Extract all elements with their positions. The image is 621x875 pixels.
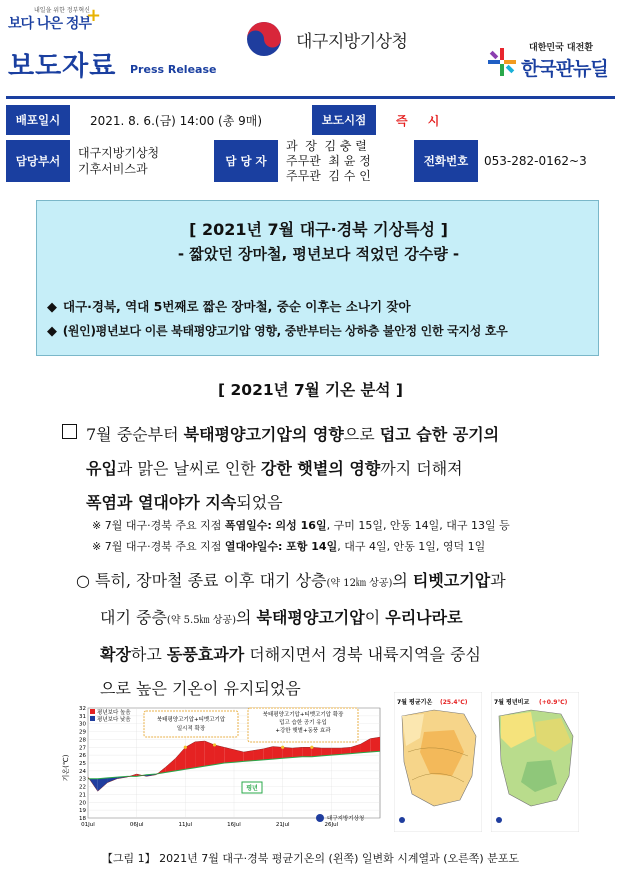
chart-y-tick-label: 22 [79,784,86,791]
paragraph-main-line-1: 7월 중순부터 북태평양고기압의 영향으로 덥고 습한 공기의 [86,425,500,444]
annotation-2-line-1: 북태평양고기압+티벳고기압 확장 [262,712,344,718]
summary-bullet-2 [47,322,507,339]
annotation-1-line-1: 북태평양고기압+티벳고기압 [156,717,226,723]
chart-y-tick-label: 26 [79,753,86,760]
phone-label: 전화번호 [414,140,478,182]
chart-area-segment [224,747,234,763]
chart-y-tick-label: 19 [79,808,86,815]
summary-bullet-1 [47,297,411,315]
staff-label: 담 당 자 [214,140,278,182]
chart-y-tick-label: 20 [79,800,86,807]
department-line-2: 기후서비스과 [78,162,148,176]
info-row-contact [6,140,615,182]
chart-marker [310,746,313,749]
section-heading: [ 2021년 7월 기온 분석 ] [218,381,403,399]
chart-y-tick-label: 24 [79,768,86,775]
chart-x-ticks [81,822,338,828]
new-deal-logo-icon [486,46,518,78]
chart-area-segment [215,745,225,765]
embargo-value: 즉 시 [396,113,448,128]
chart-y-ticks [79,706,86,822]
chart-agency-mark: 대구지방기상청 [327,816,365,822]
summary-title: [ 2021년 7월 대구·경북 기상특성 ] [189,220,448,239]
brand-small-text: 내일을 위한 정부혁신 [34,7,90,14]
diamond-icon: ◆ [47,324,57,339]
legend-below-label: 평년보다 낮음 [97,717,131,723]
paragraph-detail-line-2: 대기 중층(약 5.5㎞ 상공)의 북태평양고기압이 우리나라로 [100,608,463,627]
chart-y-tick-label: 28 [79,737,86,744]
map1-title: 7월 평균기온 [397,699,433,706]
paragraph-detail-line-4: 으로 높은 기온이 유지되었음 [100,679,301,698]
chart-y-tick-label: 25 [79,761,86,767]
brand-slogan-text: 보다 나은 정부 [8,16,91,32]
paragraph-main [60,418,580,520]
chart-area-segment [292,747,302,757]
map-legend-icon [496,817,502,823]
staff-line-3: 주무관 김 수 인 [286,168,371,183]
paragraph-detail-line-1: ○ 특히, 장마철 종료 이후 대기 상층(약 12㎞ 상공)의 티벳고기압과 [76,571,506,590]
legend-above-swatch [90,709,95,714]
paragraph-main-line-2: 유입과 맑은 날씨로 인한 강한 햇볕의 영향까지 더해져 [86,459,463,478]
annotation-2-line-3: +강한 햇볕+동풍 효과 [275,728,331,734]
embargo-label: 보도시점 [312,105,376,135]
chart-area-segment [302,747,312,756]
normal-label: 평년 [246,785,258,792]
map1-value: (25.4℃) [440,699,468,706]
chart-area-segment [283,747,293,758]
agency-mark-icon [316,814,324,822]
annotation-1-line-2: 일시적 확장 [176,726,206,732]
chart-y-tick-label: 31 [79,713,86,720]
phone-value: 053-282-0162~3 [484,154,587,168]
press-release-title: 보도자료 [8,51,117,82]
chart-marker [184,746,187,749]
temperature-anomaly-map [491,692,579,832]
summary-bullet-2-text: (원인)평년보다 이른 북태평양고기압 영향, 중반부터는 상하층 불안정 인한 국지성 호우 [62,324,508,338]
chart-x-tick-label: 01Jul [81,822,95,828]
map-legend-icon [399,817,405,823]
paragraph-detail-line-3: 확장하고 동풍효과가 더해지면서 경북 내륙지역을 중심 [100,645,481,664]
circle-bullet-icon: ○ [76,571,90,590]
chart-y-tick-label: 21 [79,792,86,799]
temperature-timeseries-chart [62,706,386,830]
chart-x-tick-label: 26Jul [324,822,339,828]
chart-area-segment [244,750,254,761]
department-line-1: 대구지방기상청 [78,146,160,160]
paragraph-detail [76,564,596,706]
chart-y-tick-label: 30 [79,721,86,728]
chart-area-segment [273,747,283,760]
department-value [78,140,208,182]
chart-y-tick-label: 32 [79,706,86,712]
annotation-box-1 [144,711,238,737]
chart-y-tick-label: 23 [79,776,86,783]
release-info-table [6,96,615,183]
chart-area-segment [253,749,263,761]
chart-y-tick-label: 18 [79,816,86,822]
new-deal-name: 한국판뉴딜 [521,58,608,80]
chart-area-segment [195,741,205,768]
note-heatwave-days: ※ 7월 대구·경북 주요 지점 폭염일수: 의성 16일, 구미 15일, 안동 14일, 대구 13일 등 [92,519,510,532]
chart-y-label: 기온(℃) [62,754,70,782]
chart-x-tick-label: 11Jul [178,822,193,828]
summary-box [36,200,599,356]
summary-bullet-1-text: 대구·경북, 역대 5번째로 짧은 장마철, 중순 이후는 소나기 잦아 [63,299,411,314]
chart-marker [213,743,216,746]
chart-marker [281,746,284,749]
note-tropical-nights: ※ 7월 대구·경북 주요 지점 열대야일수: 포항 14일, 대구 4일, 안동 1일, 영덕 1일 [92,540,486,553]
chart-y-tick-label: 27 [79,745,86,752]
new-deal-small-text: 대한민국 대전환 [529,43,593,53]
taegeuk-emblem-icon [246,21,282,57]
date-label: 배포일시 [6,105,70,135]
staff-line-1: 과 장 김 충 렬 [286,138,367,153]
map2-title: 7월 평년비교 [494,699,530,706]
summary-subtitle: - 짧았던 장마철, 평년보다 적었던 강수량 - [177,245,460,263]
map2-value: (+0.9℃) [539,699,568,706]
chart-x-tick-label: 16Jul [227,822,241,828]
plus-icon: + [86,5,101,26]
paragraph-main-line-3: 폭염과 열대야가 지속되었음 [86,493,283,512]
chart-area-segment [312,747,322,756]
average-temperature-map [394,692,482,832]
chart-area-segment [370,737,380,752]
page-header [0,0,621,92]
annotation-2-line-2: 덥고 습한 공기 유입 [279,720,327,726]
legend-above-label: 평년보다 높음 [97,710,131,716]
date-value: 2021. 8. 6.(금) 14:00 (총 9매) [90,113,263,128]
agency-name: 대구지방기상청 [296,32,408,52]
info-row-date [6,105,615,135]
chart-area-segment [322,748,332,756]
chart-y-tick-label: 29 [79,729,86,736]
chart-x-tick-label: 06Jul [129,822,144,828]
diamond-icon: ◆ [47,300,57,315]
staff-line-2: 주무관 최 윤 정 [286,153,371,168]
chart-x-tick-label: 21Jul [275,822,290,828]
press-release-subtitle: Press Release [130,63,217,76]
legend-below-swatch [90,716,95,721]
department-label: 담당부서 [6,140,70,182]
figure-caption: 【그림 1】 2021년 7월 대구·경북 평균기온의 (왼쪽) 일변화 시계열과 (오른쪽) 분포도 [101,852,520,865]
staff-value [286,137,406,185]
